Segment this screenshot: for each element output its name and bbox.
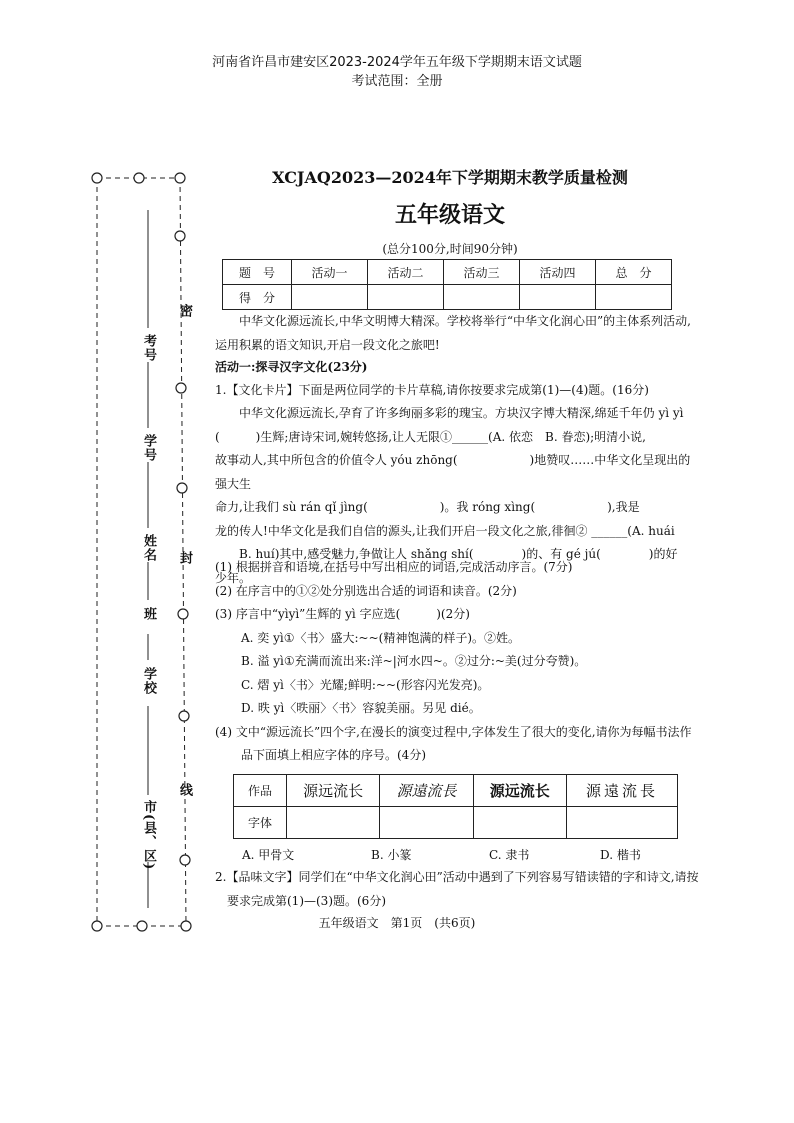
font-answer-cell[interactable] <box>473 807 566 839</box>
score-input-cell[interactable] <box>368 285 444 310</box>
option-d: D. 昳 yì〈昳丽〉〈书〉容貌美丽。另见 dié。 <box>241 701 481 715</box>
score-header-cell: 活动四 <box>520 260 596 285</box>
calligraphy-work: 源远流长 <box>473 775 566 807</box>
q1-sub4: (4) 文中“源远流长”四个字,在漫长的演变过程中,字体发生了很大的变化,请你为每幅书法作品下面填上相应字体的序号。(4分) <box>215 724 692 762</box>
binding-xian: 线 <box>177 783 192 797</box>
passage-line: B. huí)其中,感受魅力,争做让人 shǎng shí( )的、有 gé jú( )的好 <box>239 547 678 561</box>
score-header-cell: 总 分 <box>596 260 672 285</box>
score-row-label: 得 分 <box>223 285 292 310</box>
passage-line: 少年。 <box>215 570 252 585</box>
binding-feng: 封 <box>177 551 192 565</box>
passage-line: 中华文化源远流长,孕育了许多绚丽多彩的瑰宝。方块汉字博大精深,绵延千年仍 yì yì <box>239 406 684 420</box>
font-answer-cell[interactable] <box>287 807 380 839</box>
page-footer: 五年级语文 第1页 (共6页) <box>318 916 476 930</box>
exam-subject: 五年级语文 <box>394 202 505 228</box>
option-b: B. 溢 yì①充满而流出来:洋~|河水四~。②过分:~美(过分夸赞)。 <box>241 654 587 668</box>
calligraphy-work: 源远流长 <box>287 775 380 807</box>
q1-sub2: (2) 在序言中的①②处分别选出合适的词语和读音。(2分) <box>215 583 517 598</box>
calligraphy-table <box>233 774 678 839</box>
intro-text: 中华文化源远流长,中华文明博大精深。学校将举行“中华文化润心田”的主体系列活动,运用积累的语文知识,开启一段文化之旅吧! <box>215 314 691 352</box>
doc-header-scope: 考试范围：全册 <box>351 74 443 89</box>
score-input-cell[interactable] <box>292 285 368 310</box>
binding-ban: 班 <box>141 607 156 621</box>
font-answer-cell[interactable] <box>566 807 677 839</box>
q1-sub3: (3) 序言中“yìyì”生辉的 yì 字应选( )(2分) <box>215 607 470 621</box>
passage-line: ( )生辉;唐诗宋词,婉转悠扬,让人无限①______(A. 依恋 B. 眷恋);明清小说, <box>215 429 647 444</box>
font-option-c: C. 隶书 <box>489 848 530 862</box>
score-header-cell: 活动一 <box>292 260 368 285</box>
binding-shixianqu: 市(县、区) <box>141 800 156 871</box>
score-table <box>222 259 672 310</box>
score-header-cell: 活动三 <box>444 260 520 285</box>
score-input-cell[interactable] <box>596 285 672 310</box>
q1-subquestions <box>215 556 695 768</box>
score-header-cell: 题 号 <box>223 260 292 285</box>
font-option-d: D. 楷书 <box>600 848 641 862</box>
q1-sub3-options <box>215 627 695 721</box>
option-a: A. 奕 yì①〈书〉盛大:~~(精神饱满的样子)。②姓。 <box>241 630 521 645</box>
binding-mi: 密 <box>177 304 192 318</box>
q2-stem: 2.【品味文字】同学们在“中华文化润心田”活动中遇到了下列容易写错读错的字和诗文,请按要求完成第(1)—(3)题。(6分) <box>215 870 699 908</box>
calligraphy-work: 源遠流長 <box>566 775 677 807</box>
font-option-b: B. 小篆 <box>371 848 412 862</box>
calligraphy-work: 源遠流長 <box>380 775 473 807</box>
font-option-a: A. 甲骨文 <box>242 848 295 862</box>
score-header-cell: 活动二 <box>368 260 444 285</box>
font-table-label: 作品 <box>234 775 287 807</box>
activity1-heading: 活动一:探寻汉字文化(23分) <box>215 360 368 374</box>
binding-xingming: 姓名 <box>141 534 156 562</box>
binding-xuexiao: 学校 <box>141 667 156 695</box>
exam-title: XCJAQ2023—2024年下学期期末教学质量检测 <box>272 168 628 187</box>
passage-line: 故事动人,其中所包含的价值令人 yóu zhōng( )地赞叹……中华文化呈现出的强大生 <box>215 453 691 491</box>
doc-header-title: 河南省许昌市建安区2023-2024学年五年级下学期期末语文试题 <box>212 55 582 70</box>
font-answer-cell[interactable] <box>380 807 473 839</box>
score-input-cell[interactable] <box>444 285 520 310</box>
passage-line: 龙的传人!中华文化是我们自信的源头,让我们开启一段文化之旅,徘徊② ______(A. huái <box>215 523 675 538</box>
score-input-cell[interactable] <box>520 285 596 310</box>
binding-xuehao: 学号 <box>141 434 156 462</box>
option-c: C. 熠 yì〈书〉光耀;鲜明:~~(形容闪光发亮)。 <box>241 677 490 692</box>
q1-stem: 1.【文化卡片】下面是两位同学的卡片草稿,请你按要求完成第(1)—(4)题。(16分) <box>215 383 649 397</box>
q1-sub1: (1) 根据拼音和语境,在括号中写出相应的词语,完成活动序言。(7分) <box>215 560 573 574</box>
exam-info: (总分100分,时间90分钟) <box>382 242 518 256</box>
binding-kaohao: 考号 <box>141 334 156 362</box>
font-table-label: 字体 <box>234 807 287 839</box>
passage-line: 命力,让我们 sù rán qǐ jìng( )。我 róng xìng( ),我是 <box>215 500 640 514</box>
